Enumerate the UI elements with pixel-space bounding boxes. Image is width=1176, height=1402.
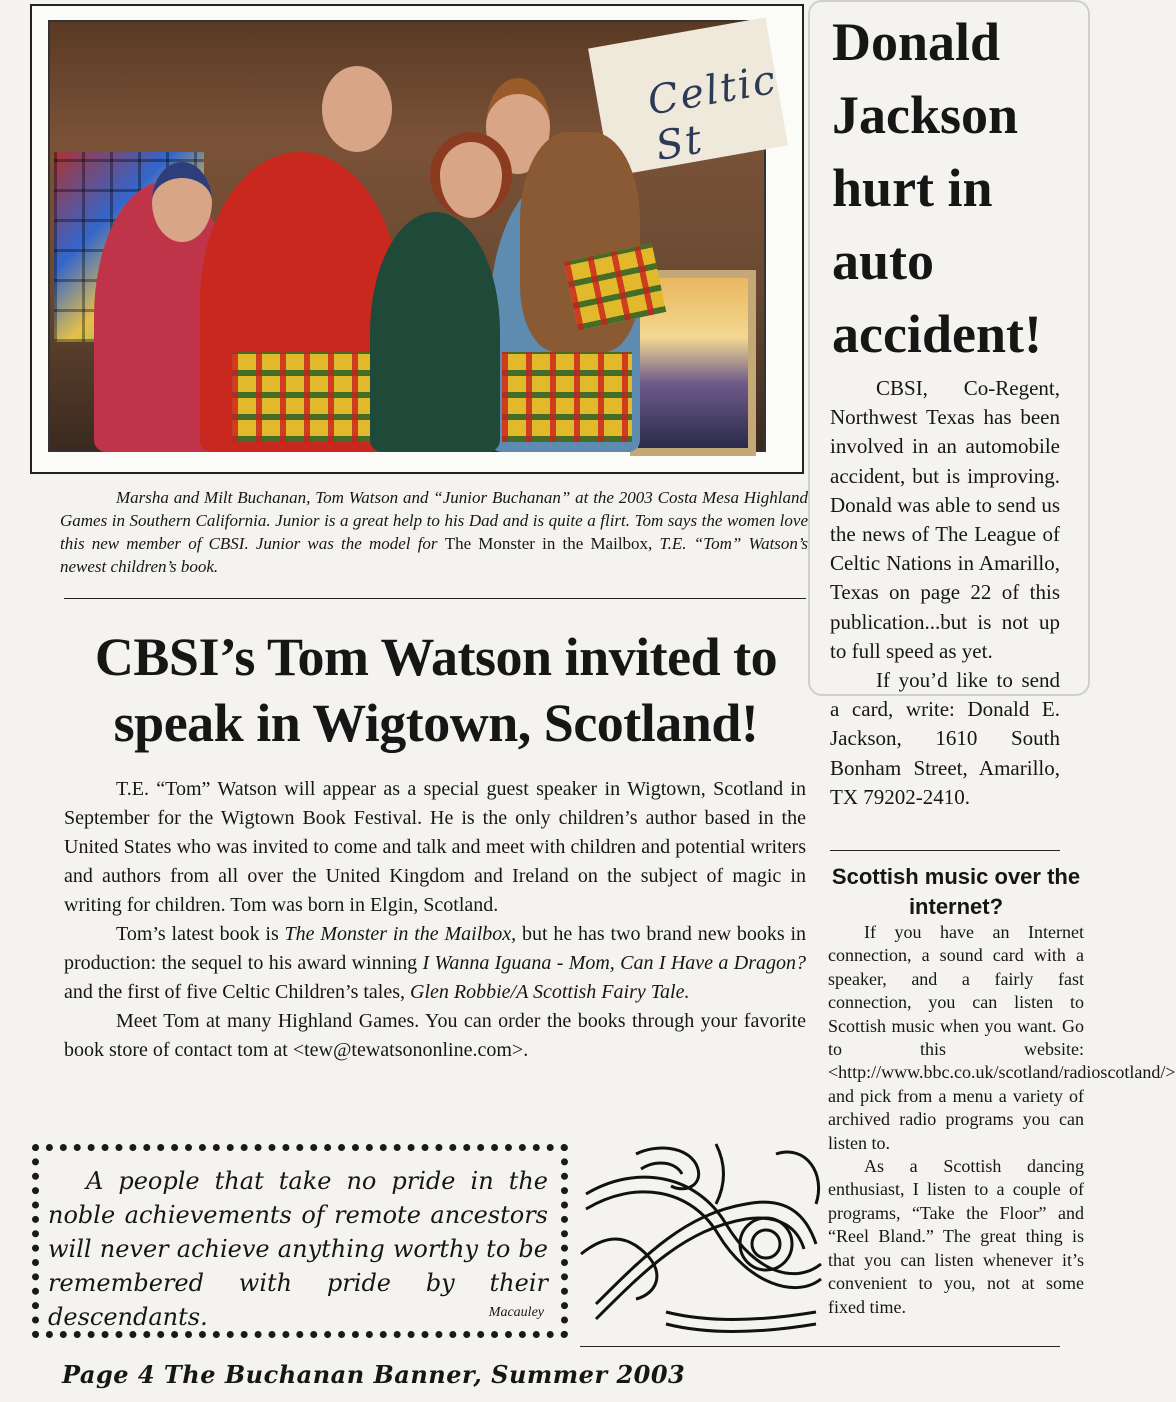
- sidebar-headline: Donald Jackson hurt in auto accident!: [832, 12, 1042, 364]
- caption-book-title: The Monster in the Mailbox,: [444, 534, 653, 553]
- page-footer: Page 4 The Buchanan Banner, Summer 2003: [62, 1360, 686, 1389]
- person-marsha: [370, 212, 500, 452]
- divider: [830, 850, 1060, 851]
- text-run: and the first of five Celtic Children’s tales,: [64, 981, 411, 1003]
- article-body: [64, 775, 806, 1065]
- music-paragraph: If you have an Internet connection, a sound card with a speaker, and a fairly fast connection, you can listen to Scottish music when you want. Go to this website: <http://www.bbc.co.uk/scotland/radioscotland/> and pick from a menu a variety of archived radio programs you can listen to.: [828, 922, 1176, 1153]
- text-run: Tom’s latest book is: [116, 923, 285, 945]
- caption-text: Marsha and Milt Buchanan, Tom Watson and “Junior Buchanan” at the 2003 Costa Mesa Highland Games in Southern California. Junior is a great help to his Dad and is quite a flirt. Tom says the women love this new member of CBSI. Junior was the model for: [60, 488, 808, 553]
- photo-caption: [60, 486, 808, 578]
- book-title: Glen Robbie/A Scottish Fairy Tale.: [410, 981, 690, 1003]
- sidebar-body: [830, 374, 1060, 812]
- photo-frame: [30, 4, 804, 474]
- divider: [64, 598, 806, 599]
- music-paragraph: As a Scottish dancing enthusiast, I listen to a couple of programs, “Take the Floor” and “Reel Bland.” The great thing is that you can listen whenever it’s convenient to you, not at some fixed time.: [828, 1156, 1084, 1317]
- divider: [580, 1346, 1060, 1347]
- person-marsha-head: [430, 132, 512, 218]
- event-photo: [48, 20, 781, 452]
- article-paragraph: [64, 920, 806, 1007]
- book-title: I Wanna Iguana - Mom, Can I Have a Dragon?: [422, 952, 806, 974]
- caption-text-end: T.E. “Tom” Watson’s newest children’s book.: [60, 534, 808, 576]
- book-title: The Monster in the Mailbox,: [284, 923, 517, 945]
- celtic-knot-illustration: [576, 1134, 828, 1344]
- person-milt-head: [322, 66, 392, 152]
- music-body: [828, 921, 1176, 1319]
- kilt-tartan: [502, 352, 632, 442]
- person-background-head: [152, 162, 212, 242]
- kilt-tartan: [232, 352, 372, 442]
- article-headline: CBSI’s Tom Watson invited to speak in Wigtown, Scotland!: [94, 627, 778, 753]
- music-heading: Scottish music over the internet?: [831, 864, 1081, 919]
- text-run: but he has two brand new books in production: the sequel to his award winning: [64, 923, 806, 974]
- quote-author: Macauley: [488, 1305, 544, 1320]
- article-paragraph: T.E. “Tom” Watson will appear as a special guest speaker in Wigtown, Scotland in September for the Wigtown Book Festival. He is the only children’s author based in the United States who was invited to come and talk and meet with children and potential writers and authors from all over the United Kingdom and Ireland on the subject of magic in writing for children. Tom was born in Elgin, Scotland.: [64, 778, 806, 916]
- article-paragraph: Meet Tom at many Highland Games. You can order the books through your favorite book store of contact tom at <tew@tewatsononline.com>.: [64, 1010, 806, 1061]
- quote-text: A people that take no pride in the noble achievements of remote ancestors will never achieve anything worthy to be remembered with pride by their descendants.: [48, 1167, 548, 1331]
- sidebar-paragraph: If you’d like to send a card, write: Donald E. Jackson, 1610 South Bonham Street, Amarillo, TX 79202-2410.: [830, 668, 1060, 809]
- sidebar-paragraph: CBSI, Co-Regent, Northwest Texas has been involved in an automobile accident, but is improving. Donald was able to send us the news of The League of Celtic Nations in Amarillo, Texas on page 22 of this publication...but is not up to full speed as yet.: [830, 376, 1060, 663]
- banner-sign: Celtic St: [588, 17, 788, 176]
